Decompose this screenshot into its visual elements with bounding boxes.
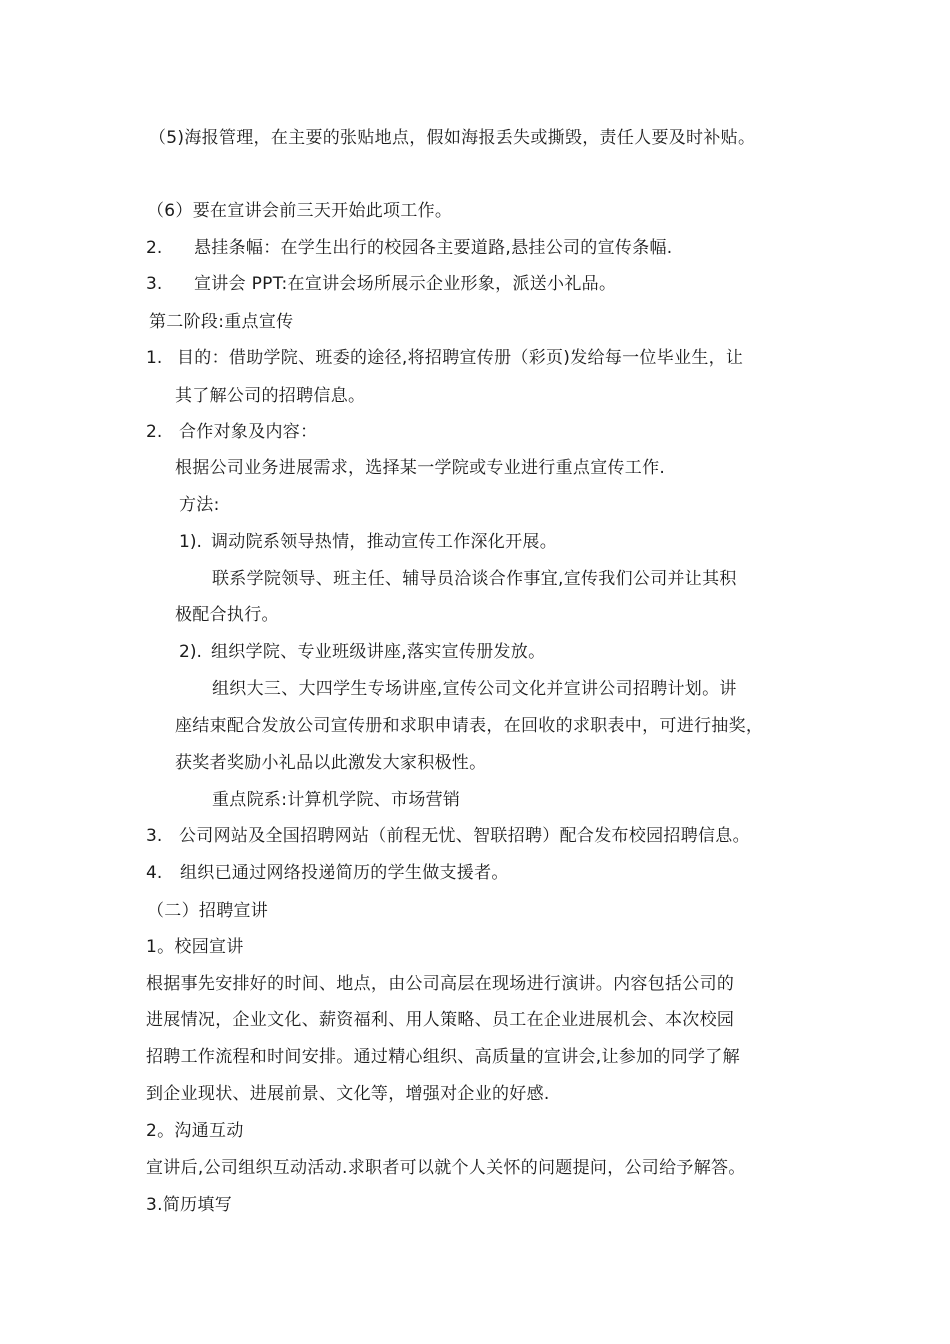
text-line: 其了解公司的招聘信息。 xyxy=(175,386,366,406)
text-line: 根据公司业务进展需求，选择某一学院或专业进行重点宣传工作. xyxy=(175,458,666,478)
list-number: 3. xyxy=(146,826,163,846)
list-number: 3. xyxy=(146,274,163,294)
list-number: 4. xyxy=(146,863,163,883)
text-line: 获奖者奖励小礼品以此激发大家积极性。 xyxy=(175,753,487,773)
list-number: 2. xyxy=(146,238,163,258)
text-line: 组织学院、专业班级讲座,落实宣传册发放。 xyxy=(211,642,546,662)
sub-heading: 1。校园宣讲 xyxy=(146,937,244,957)
section-heading: 第二阶段:重点宣传 xyxy=(149,312,294,332)
text-line: 调动院系领导热情，推动宣传工作深化开展。 xyxy=(211,532,557,552)
sub-heading: 2。沟通互动 xyxy=(146,1121,244,1141)
text-line: 组织已通过网络投递简历的学生做支援者。 xyxy=(180,863,509,883)
text-line: 悬挂条幅：在学生出行的校园各主要道路,悬挂公司的宣传条幅. xyxy=(194,238,673,258)
text-line: 方法: xyxy=(179,495,220,515)
text-line: 座结束配合发放公司宣传册和求职申请表，在回收的求职表中，可进行抽奖， xyxy=(175,716,764,736)
text-line: 组织大三、大四学生专场讲座,宣传公司文化并宣讲公司招聘计划。讲 xyxy=(212,679,737,699)
list-number: 1). xyxy=(179,532,202,552)
text-line: 重点院系:计算机学院、市场营销 xyxy=(212,790,461,810)
text-line: 合作对象及内容： xyxy=(179,422,318,442)
text-line: （6）要在宣讲会前三天开始此项工作。 xyxy=(147,201,453,221)
list-number: 1. xyxy=(146,348,163,368)
section-heading: （二）招聘宣讲 xyxy=(147,901,269,921)
text-line: 宣讲后,公司组织互动活动.求职者可以就个人关怀的问题提问，公司给予解答。 xyxy=(146,1158,746,1178)
sub-heading: 3.简历填写 xyxy=(146,1195,233,1215)
text-line: （5)海报管理，在主要的张贴地点，假如海报丢失或撕毁，责任人要及时补贴。 xyxy=(149,128,756,148)
text-line: 宣讲会 PPT:在宣讲会场所展示企业形象，派送小礼品。 xyxy=(194,274,617,294)
text-line: 目的：借助学院、班委的途径,将招聘宣传册（彩页)发给每一位毕业生，让 xyxy=(177,348,744,368)
text-line: 极配合执行。 xyxy=(175,605,279,625)
list-number: 2). xyxy=(179,642,202,662)
text-line: 联系学院领导、班主任、辅导员洽谈合作事宜,宣传我们公司并让其积 xyxy=(212,569,737,589)
text-line: 根据事先安排好的时间、地点，由公司高层在现场进行演讲。内容包括公司的 xyxy=(146,974,735,994)
text-line: 公司网站及全国招聘网站（前程无忧、智联招聘）配合发布校园招聘信息。 xyxy=(179,826,750,846)
text-line: 到企业现状、进展前景、文化等，增强对企业的好感. xyxy=(146,1084,550,1104)
text-line: 招聘工作流程和时间安排。通过精心组织、高质量的宣讲会,让参加的同学了解 xyxy=(146,1047,740,1067)
list-number: 2. xyxy=(146,422,163,442)
text-line: 进展情况，企业文化、薪资福利、用人策略、员工在企业进展机会、本次校园 xyxy=(146,1010,735,1030)
